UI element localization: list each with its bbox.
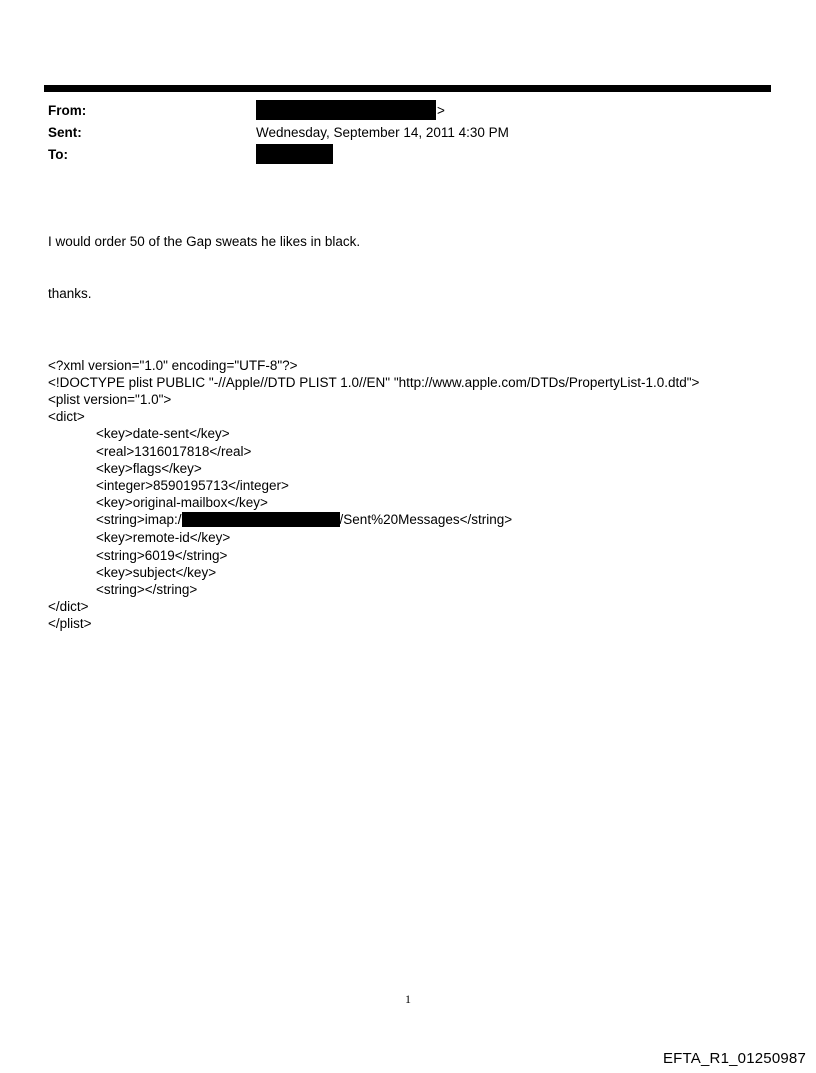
plist-text: <?xml version="1.0" encoding="UTF-8"?> — [48, 357, 298, 373]
body-line: thanks. — [48, 286, 92, 302]
plist-text: <key>original-mailbox</key> — [96, 495, 268, 511]
plist-text: <real>1316017818</real> — [96, 443, 252, 459]
header-row-to — [48, 143, 768, 165]
page-number: 1 — [405, 992, 411, 1006]
plist-text: <plist version="1.0"> — [48, 392, 172, 408]
sent-label: Sent: — [48, 124, 82, 140]
to-label: To: — [48, 146, 68, 162]
email-body — [48, 199, 772, 667]
plist-line — [48, 460, 772, 477]
bates-number: EFTA_R1_01250987 — [662, 1050, 806, 1067]
plist-line — [48, 408, 772, 425]
plist-line — [48, 494, 772, 511]
plist-text: <string>imap:/ — [96, 512, 182, 528]
plist-line — [48, 443, 772, 460]
plist-text: </dict> — [48, 599, 89, 615]
plist-text: <dict> — [48, 409, 85, 425]
plist-line — [48, 391, 772, 408]
plist-text: <string></string> — [96, 582, 198, 597]
from-value — [256, 100, 445, 120]
sent-value: Wednesday, September 14, 2011 4:30 PM — [256, 124, 509, 140]
plist-line — [48, 477, 772, 494]
plist-text: <key>remote-id</key> — [96, 530, 231, 546]
plist-block — [48, 357, 772, 633]
header-row-sent — [48, 121, 768, 143]
plist-text: <key>date-sent</key> — [96, 426, 230, 442]
header-row-from — [48, 99, 768, 121]
from-label: From: — [48, 102, 87, 118]
plist-text: /Sent%20Messages</string> — [339, 512, 513, 528]
plist-line — [48, 357, 772, 374]
plist-line — [48, 564, 772, 581]
plist-line — [48, 615, 772, 632]
plist-line — [48, 529, 772, 546]
plist-line — [48, 374, 772, 391]
to-redaction-box — [256, 144, 333, 164]
plist-text: <key>flags</key> — [96, 460, 202, 476]
separator-bar — [44, 85, 771, 92]
plist-text: <integer>8590195713</integer> — [96, 478, 289, 494]
plist-line — [48, 598, 772, 615]
body-line: I would order 50 of the Gap sweats he likes in black. — [48, 234, 361, 250]
from-redaction-box — [256, 100, 436, 120]
plist-line — [48, 511, 772, 529]
email-header — [48, 99, 768, 165]
redaction-box — [182, 512, 340, 527]
plist-line — [48, 425, 772, 442]
to-value — [256, 144, 333, 164]
from-suffix: > — [437, 102, 445, 118]
plist-text: <key>subject</key> — [96, 564, 217, 580]
plist-text: <!DOCTYPE plist PUBLIC "-//Apple//DTD PLIST 1.0//EN" "http://www.apple.com/DTDs/PropertyList-1.0.dtd"> — [48, 374, 700, 390]
plist-text: </plist> — [48, 616, 92, 632]
plist-line — [48, 581, 772, 598]
plist-line — [48, 547, 772, 564]
plist-text: <string>6019</string> — [96, 547, 228, 563]
